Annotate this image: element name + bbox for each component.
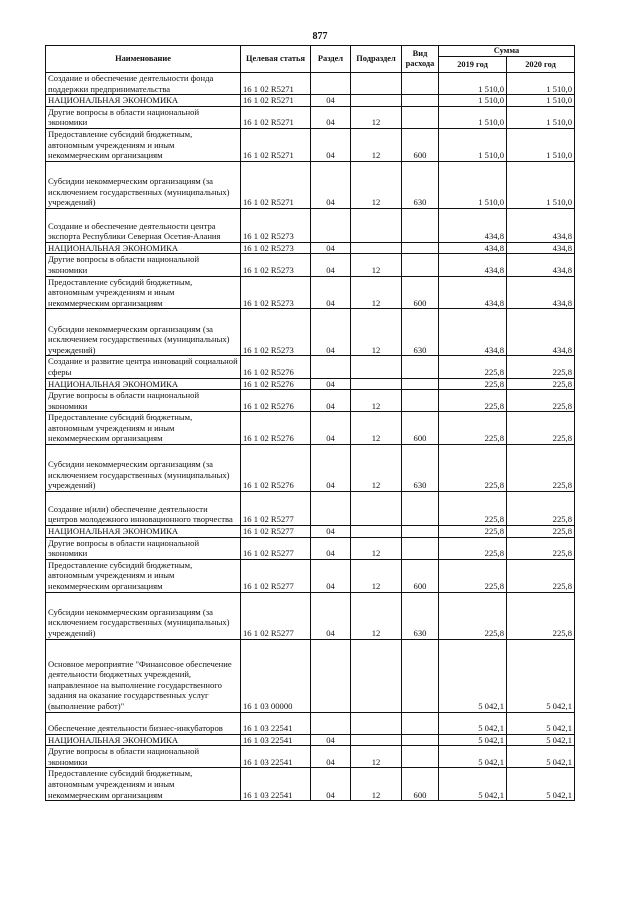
cell-2019: 225,8 <box>439 412 507 445</box>
cell-expense-type <box>402 254 439 276</box>
cell-name: Другие вопросы в области национальной экономики <box>46 746 241 768</box>
cell-2020: 1 510,0 <box>507 161 575 208</box>
page-number: 877 <box>312 31 328 42</box>
cell-2019: 225,8 <box>439 356 507 378</box>
header-expense-type: Вид расхода <box>402 46 439 73</box>
cell-subsection <box>351 73 402 95</box>
cell-2020: 1 510,0 <box>507 73 575 95</box>
cell-2019: 1 510,0 <box>439 161 507 208</box>
table-row <box>46 378 575 390</box>
cell-2019: 225,8 <box>439 445 507 492</box>
cell-expense-type <box>402 73 439 95</box>
cell-name: Предоставление субсидий бюджетным, автономным учреждениям и иным некоммерческим организациям <box>46 128 241 161</box>
cell-target: 16 1 02 R5273 <box>241 242 311 254</box>
cell-section: 04 <box>311 128 351 161</box>
cell-section <box>311 356 351 378</box>
table-body <box>46 73 575 801</box>
cell-2020: 434,8 <box>507 242 575 254</box>
header-section: Раздел <box>311 46 351 73</box>
cell-target: 16 1 03 22541 <box>241 734 311 746</box>
table-row <box>46 208 575 242</box>
cell-2020: 225,8 <box>507 390 575 412</box>
table-row <box>46 639 575 712</box>
cell-subsection: 12 <box>351 128 402 161</box>
header-2019: 2019 год <box>439 57 507 73</box>
cell-subsection: 12 <box>351 309 402 356</box>
cell-expense-type <box>402 356 439 378</box>
cell-2019: 225,8 <box>439 537 507 559</box>
cell-2019: 434,8 <box>439 242 507 254</box>
cell-section <box>311 492 351 526</box>
cell-expense-type <box>402 712 439 734</box>
table-row <box>46 276 575 309</box>
cell-name: Создание и обеспечение деятельности фонда поддержки предпринимательства <box>46 73 241 95</box>
table-row <box>46 768 575 801</box>
cell-section: 04 <box>311 445 351 492</box>
cell-expense-type: 600 <box>402 128 439 161</box>
cell-2020: 1 510,0 <box>507 95 575 107</box>
cell-subsection <box>351 734 402 746</box>
cell-section: 04 <box>311 309 351 356</box>
cell-subsection <box>351 208 402 242</box>
cell-section: 04 <box>311 95 351 107</box>
cell-2019: 5 042,1 <box>439 639 507 712</box>
cell-2019: 434,8 <box>439 276 507 309</box>
cell-expense-type <box>402 639 439 712</box>
cell-2019: 225,8 <box>439 378 507 390</box>
cell-section: 04 <box>311 412 351 445</box>
cell-expense-type: 630 <box>402 309 439 356</box>
cell-target: 16 1 02 R5271 <box>241 128 311 161</box>
cell-name: НАЦИОНАЛЬНАЯ ЭКОНОМИКА <box>46 734 241 746</box>
header-2020: 2020 год <box>507 57 575 73</box>
cell-subsection: 12 <box>351 768 402 801</box>
budget-table <box>45 45 575 801</box>
cell-2019: 225,8 <box>439 592 507 639</box>
cell-subsection <box>351 378 402 390</box>
cell-name: НАЦИОНАЛЬНАЯ ЭКОНОМИКА <box>46 95 241 107</box>
cell-2020: 434,8 <box>507 254 575 276</box>
table-row <box>46 390 575 412</box>
cell-name: НАЦИОНАЛЬНАЯ ЭКОНОМИКА <box>46 526 241 538</box>
cell-2019: 5 042,1 <box>439 746 507 768</box>
table-row <box>46 242 575 254</box>
cell-2019: 225,8 <box>439 492 507 526</box>
header-name: Наименование <box>46 46 241 73</box>
cell-subsection: 12 <box>351 254 402 276</box>
cell-subsection: 12 <box>351 106 402 128</box>
cell-name: НАЦИОНАЛЬНАЯ ЭКОНОМИКА <box>46 242 241 254</box>
cell-name: Другие вопросы в области национальной экономики <box>46 106 241 128</box>
cell-2019: 1 510,0 <box>439 106 507 128</box>
table-row <box>46 526 575 538</box>
cell-expense-type <box>402 242 439 254</box>
cell-name: Другие вопросы в области национальной экономики <box>46 390 241 412</box>
table-header <box>46 46 575 73</box>
cell-expense-type <box>402 734 439 746</box>
cell-expense-type: 600 <box>402 768 439 801</box>
cell-subsection: 12 <box>351 559 402 592</box>
cell-target: 16 1 02 R5277 <box>241 592 311 639</box>
table-row <box>46 445 575 492</box>
cell-section <box>311 639 351 712</box>
cell-name: Предоставление субсидий бюджетным, автономным учреждениям и иным некоммерческим организациям <box>46 276 241 309</box>
cell-2020: 434,8 <box>507 276 575 309</box>
cell-section: 04 <box>311 390 351 412</box>
table-row <box>46 559 575 592</box>
cell-2020: 5 042,1 <box>507 639 575 712</box>
cell-name: Другие вопросы в области национальной экономики <box>46 537 241 559</box>
cell-section: 04 <box>311 559 351 592</box>
cell-section: 04 <box>311 276 351 309</box>
cell-name: Предоставление субсидий бюджетным, автономным учреждениям и иным некоммерческим организациям <box>46 559 241 592</box>
cell-target: 16 1 02 R5273 <box>241 276 311 309</box>
cell-target: 16 1 02 R5277 <box>241 492 311 526</box>
cell-subsection <box>351 639 402 712</box>
cell-target: 16 1 02 R5277 <box>241 537 311 559</box>
cell-2019: 5 042,1 <box>439 734 507 746</box>
table-row <box>46 309 575 356</box>
cell-expense-type: 630 <box>402 592 439 639</box>
cell-name: Субсидии некоммерческим организациям (за исключением государственных (муниципальных) учреждений) <box>46 309 241 356</box>
cell-subsection: 12 <box>351 412 402 445</box>
cell-name: Создание и развитие центра инноваций социальной сферы <box>46 356 241 378</box>
cell-expense-type <box>402 746 439 768</box>
cell-2019: 434,8 <box>439 208 507 242</box>
cell-2020: 5 042,1 <box>507 746 575 768</box>
cell-2020: 225,8 <box>507 378 575 390</box>
cell-target: 16 1 02 R5276 <box>241 378 311 390</box>
cell-expense-type: 630 <box>402 161 439 208</box>
cell-expense-type: 630 <box>402 445 439 492</box>
cell-subsection <box>351 95 402 107</box>
cell-target: 16 1 02 R5276 <box>241 390 311 412</box>
header-target: Целевая статья <box>241 46 311 73</box>
table-row <box>46 537 575 559</box>
header-sum: Сумма <box>439 46 575 57</box>
table-row <box>46 746 575 768</box>
cell-2019: 5 042,1 <box>439 712 507 734</box>
cell-subsection: 12 <box>351 445 402 492</box>
cell-2019: 225,8 <box>439 559 507 592</box>
cell-2020: 225,8 <box>507 356 575 378</box>
cell-subsection: 12 <box>351 161 402 208</box>
header-subsection: Подраздел <box>351 46 402 73</box>
table-row <box>46 106 575 128</box>
cell-2020: 225,8 <box>507 592 575 639</box>
cell-target: 16 1 02 R5273 <box>241 208 311 242</box>
cell-target: 16 1 03 22541 <box>241 768 311 801</box>
cell-2020: 5 042,1 <box>507 768 575 801</box>
cell-2019: 1 510,0 <box>439 128 507 161</box>
cell-section: 04 <box>311 161 351 208</box>
cell-2020: 434,8 <box>507 309 575 356</box>
cell-section: 04 <box>311 378 351 390</box>
cell-name: Обеспечение деятельности бизнес-инкубаторов <box>46 712 241 734</box>
table-row <box>46 128 575 161</box>
cell-name: Создание и(или) обеспечение деятельности центров молодежного инновационного творчества <box>46 492 241 526</box>
cell-name: НАЦИОНАЛЬНАЯ ЭКОНОМИКА <box>46 378 241 390</box>
cell-target: 16 1 02 R5276 <box>241 356 311 378</box>
cell-2020: 225,8 <box>507 445 575 492</box>
cell-expense-type <box>402 378 439 390</box>
cell-expense-type <box>402 95 439 107</box>
cell-subsection: 12 <box>351 390 402 412</box>
cell-name: Субсидии некоммерческим организациям (за исключением государственных (муниципальных) учреждений) <box>46 445 241 492</box>
cell-expense-type <box>402 208 439 242</box>
cell-2020: 5 042,1 <box>507 734 575 746</box>
table-row <box>46 592 575 639</box>
cell-section: 04 <box>311 734 351 746</box>
cell-subsection <box>351 492 402 526</box>
cell-subsection: 12 <box>351 746 402 768</box>
cell-expense-type <box>402 537 439 559</box>
cell-name: Другие вопросы в области национальной экономики <box>46 254 241 276</box>
cell-section: 04 <box>311 526 351 538</box>
cell-subsection <box>351 242 402 254</box>
cell-name: Субсидии некоммерческим организациям (за исключением государственных (муниципальных) учреждений) <box>46 592 241 639</box>
cell-target: 16 1 02 R5271 <box>241 161 311 208</box>
cell-expense-type: 600 <box>402 412 439 445</box>
cell-2020: 1 510,0 <box>507 106 575 128</box>
cell-section: 04 <box>311 746 351 768</box>
cell-target: 16 1 03 22541 <box>241 712 311 734</box>
cell-name: Основное мероприятие "Финансовое обеспечение деятельности бюджетных учреждений, направленное на выполнение государственного задания на оказание государственных услуг (выполнение работ)" <box>46 639 241 712</box>
table-row <box>46 254 575 276</box>
cell-target: 16 1 02 R5277 <box>241 526 311 538</box>
cell-section <box>311 208 351 242</box>
table-row <box>46 95 575 107</box>
cell-expense-type: 600 <box>402 559 439 592</box>
cell-expense-type: 600 <box>402 276 439 309</box>
cell-2020: 225,8 <box>507 537 575 559</box>
cell-expense-type <box>402 106 439 128</box>
cell-name: Создание и обеспечение деятельности центра экспорта Республики Северная Осетия-Алания <box>46 208 241 242</box>
cell-target: 16 1 02 R5271 <box>241 73 311 95</box>
cell-subsection: 12 <box>351 537 402 559</box>
cell-subsection: 12 <box>351 276 402 309</box>
cell-2020: 225,8 <box>507 412 575 445</box>
cell-expense-type <box>402 526 439 538</box>
cell-2020: 225,8 <box>507 526 575 538</box>
cell-subsection <box>351 356 402 378</box>
cell-target: 16 1 02 R5273 <box>241 254 311 276</box>
cell-name: Предоставление субсидий бюджетным, автономным учреждениям и иным некоммерческим организациям <box>46 412 241 445</box>
cell-2020: 225,8 <box>507 559 575 592</box>
cell-section: 04 <box>311 242 351 254</box>
cell-section: 04 <box>311 592 351 639</box>
cell-target: 16 1 02 R5271 <box>241 95 311 107</box>
cell-expense-type <box>402 390 439 412</box>
cell-2019: 5 042,1 <box>439 768 507 801</box>
cell-2019: 225,8 <box>439 526 507 538</box>
table-row <box>46 734 575 746</box>
cell-subsection <box>351 712 402 734</box>
cell-2019: 434,8 <box>439 254 507 276</box>
table-row <box>46 73 575 95</box>
cell-2020: 5 042,1 <box>507 712 575 734</box>
cell-subsection <box>351 526 402 538</box>
cell-section: 04 <box>311 106 351 128</box>
cell-target: 16 1 02 R5277 <box>241 559 311 592</box>
cell-target: 16 1 03 22541 <box>241 746 311 768</box>
cell-target: 16 1 03 00000 <box>241 639 311 712</box>
table-row <box>46 492 575 526</box>
table-row <box>46 412 575 445</box>
table-row <box>46 712 575 734</box>
cell-target: 16 1 02 R5276 <box>241 412 311 445</box>
cell-2019: 225,8 <box>439 390 507 412</box>
cell-target: 16 1 02 R5276 <box>241 445 311 492</box>
cell-2019: 434,8 <box>439 309 507 356</box>
cell-2020: 225,8 <box>507 492 575 526</box>
cell-subsection: 12 <box>351 592 402 639</box>
table-row <box>46 356 575 378</box>
cell-section <box>311 73 351 95</box>
cell-section: 04 <box>311 254 351 276</box>
cell-name: Субсидии некоммерческим организациям (за исключением государственных (муниципальных) учреждений) <box>46 161 241 208</box>
cell-section: 04 <box>311 768 351 801</box>
cell-2020: 1 510,0 <box>507 128 575 161</box>
cell-name: Предоставление субсидий бюджетным, автономным учреждениям и иным некоммерческим организациям <box>46 768 241 801</box>
cell-target: 16 1 02 R5271 <box>241 106 311 128</box>
cell-target: 16 1 02 R5273 <box>241 309 311 356</box>
cell-section <box>311 712 351 734</box>
cell-expense-type <box>402 492 439 526</box>
cell-2020: 434,8 <box>507 208 575 242</box>
cell-2019: 1 510,0 <box>439 73 507 95</box>
table-row <box>46 161 575 208</box>
cell-2019: 1 510,0 <box>439 95 507 107</box>
cell-section: 04 <box>311 537 351 559</box>
